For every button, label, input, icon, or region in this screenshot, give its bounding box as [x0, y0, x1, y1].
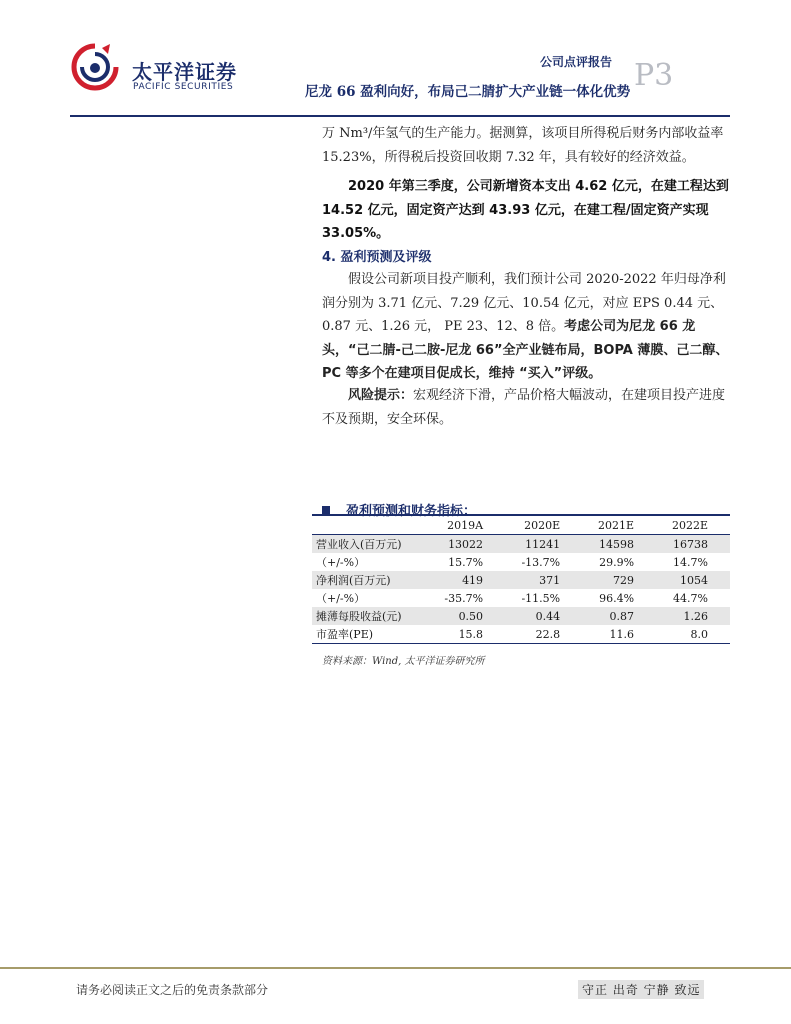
- footer-rule: [0, 967, 791, 969]
- row-label: 市盈率(PE): [312, 625, 428, 644]
- footer-motto: 守正 出奇 宁静 致远: [578, 980, 704, 999]
- section-title-forecast: 4. 盈利预测及评级: [322, 250, 432, 265]
- row-label: 净利润(百万元): [312, 571, 428, 589]
- row-label: （+/-%）: [316, 592, 366, 605]
- row-label: 营业收入(百万元): [312, 535, 428, 554]
- table-row: [312, 535, 730, 554]
- table-row: [312, 589, 730, 607]
- financial-forecast-table: [312, 514, 730, 644]
- table-row: [312, 571, 730, 589]
- table-cell: 13022: [428, 535, 505, 554]
- pacific-securities-logo: [70, 42, 120, 92]
- table-source: 资料来源：Wind, 太平洋证券研究所: [322, 656, 485, 667]
- row-label: （+/-%）: [316, 556, 366, 569]
- table-cell: 11.6: [582, 625, 656, 644]
- table-cell: 22.8: [505, 625, 582, 644]
- table-cell: 1054: [656, 571, 730, 589]
- table-cell: 371: [505, 571, 582, 589]
- forecast-text: 假设公司新项目投产顺利，我们预计公司 2020-2022 年归母净利润分别为 3.71 亿元、7.29 亿元、10.54 亿元，对应 EPS 0.44 元、0.87 元、1.26 元， PE 23、12、8 倍。: [322, 272, 726, 334]
- table-header-cell: 2022E: [656, 515, 730, 535]
- paragraph-project-economics: 万 Nm³/年氢气的生产能力。据测算，该项目所得税后财务内部收益率15.23%，所得税后投资回收期 7.32 年，具有较好的经济效益。: [322, 126, 724, 165]
- table-cell: 44.7%: [673, 591, 708, 605]
- table-title-text: 盈利预测和财务指标：: [346, 504, 477, 519]
- report-headline: 尼龙 66 盈利向好，布局己二腈扩大产业链一体化优势: [305, 84, 631, 100]
- table-cell: 15.8: [428, 625, 505, 644]
- table-cell: 11241: [505, 535, 582, 554]
- row-label: 摊薄每股收益(元): [312, 607, 428, 625]
- table-cell: 16738: [656, 535, 730, 554]
- table-cell: 29.9%: [599, 555, 635, 569]
- brand-name-cn: 太平洋证券: [132, 60, 237, 84]
- table-cell: 0.87: [582, 607, 656, 625]
- risk-label: 风险提示：: [348, 388, 414, 403]
- table-header-cell: 2020E: [505, 515, 582, 535]
- table-cell: 729: [582, 571, 656, 589]
- table-cell: 0.50: [428, 607, 505, 625]
- table-cell: 1.26: [656, 607, 730, 625]
- header-rule: [70, 115, 730, 117]
- table-cell: 15.7%: [448, 555, 484, 569]
- footer-disclaimer: 请务必阅读正文之后的免责条款部分: [76, 983, 269, 997]
- table-row: [312, 625, 730, 644]
- risk-text: 宏观经济下滑，产品价格大幅波动，在建项目投产进度不及预期，安全环保。: [322, 388, 726, 427]
- table-cell: 14.7%: [673, 555, 708, 569]
- square-bullet-icon: [322, 506, 330, 514]
- page-number: P3: [634, 58, 674, 93]
- paragraph-capex: 2020 年第三季度，公司新增资本支出 4.62 亿元，在建工程达到 14.52 亿元，固定资产达到 43.93 亿元，在建工程/固定资产实现 33.05%。: [322, 179, 729, 241]
- table-row: [312, 607, 730, 625]
- paragraph-forecast: [322, 268, 732, 386]
- table-cell: 0.44: [505, 607, 582, 625]
- brand-name-en: PACIFIC SECURITIES: [133, 82, 234, 92]
- rating-text: 考虑公司为尼龙 66 龙头，“己二腈-己二胺-尼龙 66”全产业链布局，BOPA 薄膜、己二醇、PC 等多个在建项目促成长，维持 “买入”评级。: [322, 319, 729, 381]
- table-cell: 8.0: [656, 625, 730, 644]
- table-header-cell: [312, 515, 428, 535]
- table-cell: 419: [428, 571, 505, 589]
- paragraph-risk: [322, 384, 732, 431]
- table-header-cell: 2019A: [428, 515, 505, 535]
- report-type: 公司点评报告: [540, 55, 613, 69]
- table-header-row: [312, 515, 730, 535]
- table-cell: 14598: [582, 535, 656, 554]
- table-row: [312, 553, 730, 571]
- table-cell: -11.5%: [521, 591, 561, 605]
- table-header-cell: 2021E: [582, 515, 656, 535]
- table-cell: 96.4%: [599, 591, 635, 605]
- table-cell: -35.7%: [444, 591, 484, 605]
- table-cell: -13.7%: [521, 555, 561, 569]
